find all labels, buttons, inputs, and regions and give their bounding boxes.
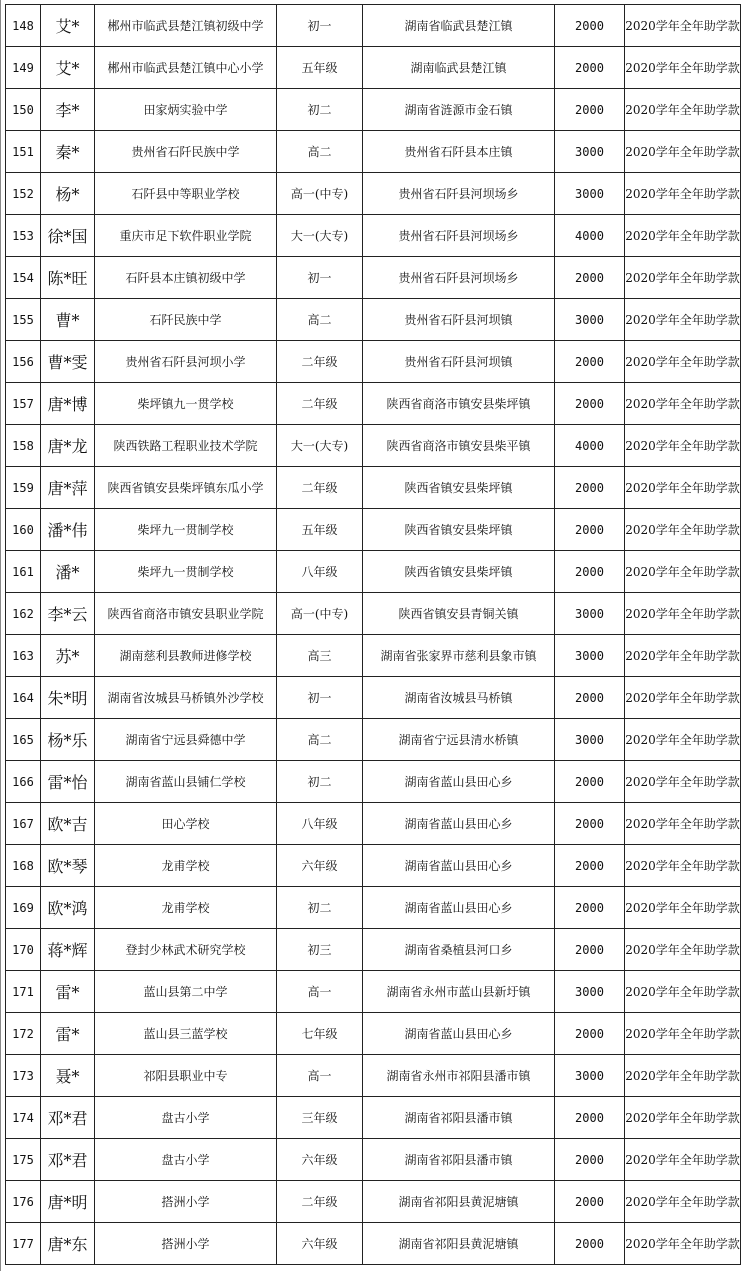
grade-level: 初二 [277, 89, 363, 131]
table-row [6, 1223, 741, 1265]
row-number: 157 [6, 383, 41, 425]
table-row [6, 929, 741, 971]
grade-level: 三年级 [277, 1097, 363, 1139]
school-name: 蓝山县第二中学 [95, 971, 277, 1013]
aid-amount: 2000 [555, 803, 625, 845]
aid-note: 2020学年全年助学款 [625, 5, 741, 47]
grade-level: 初一 [277, 5, 363, 47]
school-name: 贵州省石阡县河坝小学 [95, 341, 277, 383]
home-address: 贵州省石阡县本庄镇 [363, 131, 555, 173]
grade-level: 五年级 [277, 509, 363, 551]
row-number: 169 [6, 887, 41, 929]
row-number: 150 [6, 89, 41, 131]
row-number: 165 [6, 719, 41, 761]
home-address: 贵州省石阡县河坝场乡 [363, 215, 555, 257]
table-row [6, 299, 741, 341]
aid-amount: 2000 [555, 5, 625, 47]
table-row [6, 803, 741, 845]
aid-amount: 2000 [555, 677, 625, 719]
row-number: 164 [6, 677, 41, 719]
row-number: 162 [6, 593, 41, 635]
home-address: 贵州省石阡县河坝镇 [363, 341, 555, 383]
aid-amount: 4000 [555, 215, 625, 257]
table-row [6, 5, 741, 47]
aid-note: 2020学年全年助学款 [625, 719, 741, 761]
home-address: 湖南省蓝山县田心乡 [363, 1013, 555, 1055]
school-name: 石阡民族中学 [95, 299, 277, 341]
recipient-name: 陈*旺 [41, 257, 95, 299]
aid-note: 2020学年全年助学款 [625, 383, 741, 425]
aid-note: 2020学年全年助学款 [625, 635, 741, 677]
grade-level: 高一(中专) [277, 593, 363, 635]
row-number: 167 [6, 803, 41, 845]
home-address: 贵州省石阡县河坝场乡 [363, 173, 555, 215]
home-address: 湖南省永州市祁阳县潘市镇 [363, 1055, 555, 1097]
grade-level: 六年级 [277, 1223, 363, 1265]
school-name: 湖南慈利县教师进修学校 [95, 635, 277, 677]
recipient-name: 李*云 [41, 593, 95, 635]
recipient-name: 艾* [41, 47, 95, 89]
row-number: 151 [6, 131, 41, 173]
grade-level: 二年级 [277, 1181, 363, 1223]
home-address: 湖南省临武县楚江镇 [363, 5, 555, 47]
grade-level: 七年级 [277, 1013, 363, 1055]
row-number: 173 [6, 1055, 41, 1097]
recipient-name: 徐*国 [41, 215, 95, 257]
grade-level: 高二 [277, 719, 363, 761]
school-name: 龙甫学校 [95, 887, 277, 929]
table-row [6, 89, 741, 131]
aid-note: 2020学年全年助学款 [625, 173, 741, 215]
school-name: 祁阳县职业中专 [95, 1055, 277, 1097]
recipient-name: 邓*君 [41, 1139, 95, 1181]
recipient-name: 李* [41, 89, 95, 131]
home-address: 陕西省商洛市镇安县柴坪镇 [363, 383, 555, 425]
table-row [6, 887, 741, 929]
aid-note: 2020学年全年助学款 [625, 425, 741, 467]
aid-amount: 3000 [555, 593, 625, 635]
recipient-name: 艾* [41, 5, 95, 47]
school-name: 柴坪九一贯制学校 [95, 509, 277, 551]
grade-level: 二年级 [277, 467, 363, 509]
grade-level: 初一 [277, 677, 363, 719]
aid-amount: 2000 [555, 1097, 625, 1139]
aid-amount: 2000 [555, 89, 625, 131]
aid-amount: 2000 [555, 551, 625, 593]
recipient-name: 雷*怡 [41, 761, 95, 803]
table-row [6, 971, 741, 1013]
aid-note: 2020学年全年助学款 [625, 1181, 741, 1223]
row-number: 161 [6, 551, 41, 593]
aid-note: 2020学年全年助学款 [625, 971, 741, 1013]
row-number: 154 [6, 257, 41, 299]
recipient-name: 潘*伟 [41, 509, 95, 551]
aid-note: 2020学年全年助学款 [625, 845, 741, 887]
home-address: 湖南省汝城县马桥镇 [363, 677, 555, 719]
recipient-name: 唐*东 [41, 1223, 95, 1265]
school-name: 贵州省石阡民族中学 [95, 131, 277, 173]
aid-amount: 2000 [555, 383, 625, 425]
school-name: 陕西省镇安县柴坪镇东瓜小学 [95, 467, 277, 509]
table-body [6, 5, 741, 1265]
school-name: 陕西省商洛市镇安县职业学院 [95, 593, 277, 635]
aid-amount: 2000 [555, 467, 625, 509]
grade-level: 高二 [277, 131, 363, 173]
aid-note: 2020学年全年助学款 [625, 1139, 741, 1181]
table-row [6, 1139, 741, 1181]
aid-amount: 2000 [555, 845, 625, 887]
aid-note: 2020学年全年助学款 [625, 929, 741, 971]
home-address: 陕西省镇安县柴坪镇 [363, 551, 555, 593]
aid-note: 2020学年全年助学款 [625, 1055, 741, 1097]
aid-amount: 4000 [555, 425, 625, 467]
row-number: 172 [6, 1013, 41, 1055]
home-address: 湖南省蓝山县田心乡 [363, 761, 555, 803]
recipient-name: 杨*乐 [41, 719, 95, 761]
school-name: 陕西铁路工程职业技术学院 [95, 425, 277, 467]
recipient-name: 欧*吉 [41, 803, 95, 845]
home-address: 湖南省祁阳县潘市镇 [363, 1139, 555, 1181]
aid-amount: 3000 [555, 1055, 625, 1097]
grade-level: 高三 [277, 635, 363, 677]
table-row [6, 1055, 741, 1097]
aid-amount: 3000 [555, 971, 625, 1013]
grade-level: 八年级 [277, 803, 363, 845]
grade-level: 二年级 [277, 383, 363, 425]
school-name: 湖南省宁远县舜德中学 [95, 719, 277, 761]
grade-level: 高一(中专) [277, 173, 363, 215]
home-address: 湖南省张家界市慈利县象市镇 [363, 635, 555, 677]
recipient-name: 邓*君 [41, 1097, 95, 1139]
page-edge-line [0, 0, 1, 1271]
aid-amount: 2000 [555, 47, 625, 89]
recipient-name: 朱*明 [41, 677, 95, 719]
row-number: 171 [6, 971, 41, 1013]
aid-note: 2020学年全年助学款 [625, 89, 741, 131]
table-row [6, 1181, 741, 1223]
table-row [6, 677, 741, 719]
school-name: 湖南省汝城县马桥镇外沙学校 [95, 677, 277, 719]
aid-amount: 2000 [555, 1223, 625, 1265]
aid-amount: 3000 [555, 131, 625, 173]
home-address: 湖南省永州市蓝山县新圩镇 [363, 971, 555, 1013]
table-row [6, 215, 741, 257]
table-row [6, 761, 741, 803]
table-row [6, 131, 741, 173]
table-row [6, 425, 741, 467]
grade-level: 大一(大专) [277, 425, 363, 467]
row-number: 177 [6, 1223, 41, 1265]
home-address: 湖南省祁阳县潘市镇 [363, 1097, 555, 1139]
aid-note: 2020学年全年助学款 [625, 1097, 741, 1139]
grade-level: 初三 [277, 929, 363, 971]
aid-note: 2020学年全年助学款 [625, 887, 741, 929]
scholarship-table-container [5, 4, 740, 1265]
aid-note: 2020学年全年助学款 [625, 215, 741, 257]
row-number: 170 [6, 929, 41, 971]
recipient-name: 潘* [41, 551, 95, 593]
aid-amount: 3000 [555, 299, 625, 341]
table-row [6, 635, 741, 677]
row-number: 160 [6, 509, 41, 551]
row-number: 166 [6, 761, 41, 803]
table-row [6, 593, 741, 635]
home-address: 湖南省宁远县清水桥镇 [363, 719, 555, 761]
school-name: 盘古小学 [95, 1139, 277, 1181]
aid-amount: 3000 [555, 173, 625, 215]
home-address: 贵州省石阡县河坝场乡 [363, 257, 555, 299]
row-number: 159 [6, 467, 41, 509]
school-name: 登封少林武术研究学校 [95, 929, 277, 971]
aid-note: 2020学年全年助学款 [625, 551, 741, 593]
recipient-name: 曹*雯 [41, 341, 95, 383]
home-address: 陕西省镇安县青铜关镇 [363, 593, 555, 635]
home-address: 贵州省石阡县河坝镇 [363, 299, 555, 341]
aid-amount: 2000 [555, 1139, 625, 1181]
school-name: 龙甫学校 [95, 845, 277, 887]
table-row [6, 1097, 741, 1139]
school-name: 田家炳实验中学 [95, 89, 277, 131]
table-row [6, 47, 741, 89]
recipient-name: 欧*琴 [41, 845, 95, 887]
table-row [6, 173, 741, 215]
aid-amount: 2000 [555, 257, 625, 299]
aid-amount: 2000 [555, 341, 625, 383]
table-row [6, 467, 741, 509]
aid-note: 2020学年全年助学款 [625, 341, 741, 383]
aid-note: 2020学年全年助学款 [625, 257, 741, 299]
school-name: 田心学校 [95, 803, 277, 845]
grade-level: 六年级 [277, 845, 363, 887]
recipient-name: 杨* [41, 173, 95, 215]
row-number: 163 [6, 635, 41, 677]
school-name: 石阡县本庄镇初级中学 [95, 257, 277, 299]
row-number: 153 [6, 215, 41, 257]
home-address: 湖南省蓝山县田心乡 [363, 845, 555, 887]
aid-amount: 2000 [555, 1181, 625, 1223]
recipient-name: 唐*龙 [41, 425, 95, 467]
table-row [6, 341, 741, 383]
grade-level: 高二 [277, 299, 363, 341]
table-row [6, 257, 741, 299]
grade-level: 初二 [277, 887, 363, 929]
aid-note: 2020学年全年助学款 [625, 677, 741, 719]
aid-note: 2020学年全年助学款 [625, 299, 741, 341]
recipient-name: 唐*萍 [41, 467, 95, 509]
recipient-name: 苏* [41, 635, 95, 677]
grade-level: 高一 [277, 971, 363, 1013]
aid-amount: 2000 [555, 761, 625, 803]
aid-amount: 2000 [555, 1013, 625, 1055]
grade-level: 大一(大专) [277, 215, 363, 257]
aid-note: 2020学年全年助学款 [625, 509, 741, 551]
school-name: 盘古小学 [95, 1097, 277, 1139]
row-number: 158 [6, 425, 41, 467]
home-address: 湖南省涟源市金石镇 [363, 89, 555, 131]
aid-note: 2020学年全年助学款 [625, 803, 741, 845]
row-number: 152 [6, 173, 41, 215]
school-name: 柴坪镇九一贯学校 [95, 383, 277, 425]
grade-level: 初一 [277, 257, 363, 299]
recipient-name: 曹* [41, 299, 95, 341]
row-number: 175 [6, 1139, 41, 1181]
row-number: 176 [6, 1181, 41, 1223]
recipient-name: 唐*博 [41, 383, 95, 425]
table-row [6, 719, 741, 761]
school-name: 石阡县中等职业学校 [95, 173, 277, 215]
school-name: 蓝山县三蓝学校 [95, 1013, 277, 1055]
school-name: 搭洲小学 [95, 1181, 277, 1223]
row-number: 155 [6, 299, 41, 341]
aid-note: 2020学年全年助学款 [625, 467, 741, 509]
aid-note: 2020学年全年助学款 [625, 761, 741, 803]
aid-amount: 3000 [555, 719, 625, 761]
grade-level: 五年级 [277, 47, 363, 89]
home-address: 湖南省祁阳县黄泥塘镇 [363, 1181, 555, 1223]
grade-level: 二年级 [277, 341, 363, 383]
table-row [6, 1013, 741, 1055]
table-row [6, 845, 741, 887]
home-address: 湖南临武县楚江镇 [363, 47, 555, 89]
home-address: 陕西省镇安县柴坪镇 [363, 509, 555, 551]
recipient-name: 聂* [41, 1055, 95, 1097]
aid-note: 2020学年全年助学款 [625, 47, 741, 89]
row-number: 149 [6, 47, 41, 89]
aid-amount: 3000 [555, 635, 625, 677]
aid-amount: 2000 [555, 929, 625, 971]
school-name: 郴州市临武县楚江镇初级中学 [95, 5, 277, 47]
home-address: 湖南省桑植县河口乡 [363, 929, 555, 971]
grade-level: 六年级 [277, 1139, 363, 1181]
table-row [6, 509, 741, 551]
recipient-name: 秦* [41, 131, 95, 173]
school-name: 郴州市临武县楚江镇中心小学 [95, 47, 277, 89]
aid-note: 2020学年全年助学款 [625, 1013, 741, 1055]
recipient-name: 雷* [41, 971, 95, 1013]
recipient-name: 唐*明 [41, 1181, 95, 1223]
scholarship-table [5, 4, 741, 1265]
aid-amount: 2000 [555, 509, 625, 551]
school-name: 湖南省蓝山县铺仁学校 [95, 761, 277, 803]
row-number: 168 [6, 845, 41, 887]
home-address: 陕西省商洛市镇安县柴平镇 [363, 425, 555, 467]
school-name: 重庆市足下软件职业学院 [95, 215, 277, 257]
home-address: 湖南省祁阳县黄泥塘镇 [363, 1223, 555, 1265]
home-address: 湖南省蓝山县田心乡 [363, 803, 555, 845]
table-row [6, 551, 741, 593]
row-number: 174 [6, 1097, 41, 1139]
home-address: 湖南省蓝山县田心乡 [363, 887, 555, 929]
table-row [6, 383, 741, 425]
recipient-name: 欧*鸿 [41, 887, 95, 929]
grade-level: 高一 [277, 1055, 363, 1097]
row-number: 156 [6, 341, 41, 383]
aid-note: 2020学年全年助学款 [625, 593, 741, 635]
aid-amount: 2000 [555, 887, 625, 929]
row-number: 148 [6, 5, 41, 47]
recipient-name: 蒋*辉 [41, 929, 95, 971]
school-name: 搭洲小学 [95, 1223, 277, 1265]
grade-level: 初二 [277, 761, 363, 803]
aid-note: 2020学年全年助学款 [625, 131, 741, 173]
home-address: 陕西省镇安县柴坪镇 [363, 467, 555, 509]
grade-level: 八年级 [277, 551, 363, 593]
school-name: 柴坪九一贯制学校 [95, 551, 277, 593]
recipient-name: 雷* [41, 1013, 95, 1055]
aid-note: 2020学年全年助学款 [625, 1223, 741, 1265]
